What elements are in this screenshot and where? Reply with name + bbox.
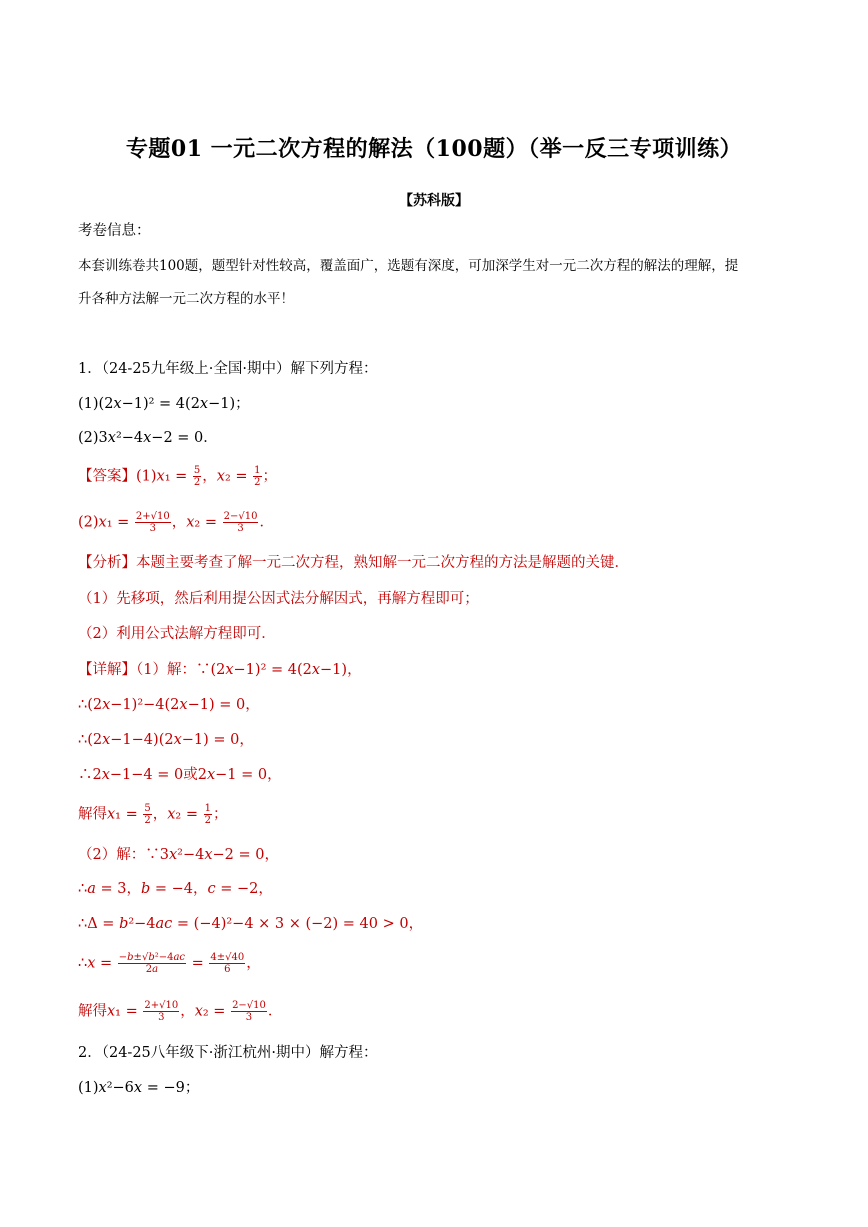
fraction-denominator: 2 [204,815,211,826]
fraction [209,952,245,975]
detail-line-2: ∴(2𝑥−1)²−4(2𝑥−1) = 0， [78,697,260,713]
fraction-denominator: 6 [224,964,231,975]
detail-9-end: ， [246,955,261,972]
fraction-denominator: 3 [245,1012,253,1023]
fraction-numerator: 4±√40 [210,952,245,963]
fraction-numerator: 2+√10 [144,1000,179,1011]
question-1-answer [78,465,798,488]
fraction [135,511,171,534]
answer-1-end: ； [262,468,278,485]
fraction [231,1000,267,1023]
detail-10-prefix: 解得𝑥₁ = [78,1003,143,1020]
fraction-numerator: 1 [204,803,211,814]
answer-1-mid: ，𝑥₂ = [202,468,253,485]
intro-text-2: 升各种方法解一元二次方程的水平！ [78,291,294,307]
fraction-denominator: 3 [237,523,244,534]
answer-1-prefix: (1)𝑥₁ = [136,468,192,485]
detail-9-mid: = [187,955,209,972]
detail-line-9 [78,952,798,975]
detail-line-3: ∴(2𝑥−1−4)(2𝑥−1) = 0， [78,732,254,748]
question-2-part-1: (1)𝑥²−6𝑥 = −9； [78,1080,200,1096]
detail-9-prefix: ∴𝑥 = [78,955,117,972]
detail-line-4: ∴2𝑥−1−4 = 0或2𝑥−1 = 0， [78,767,282,783]
detail-5-mid: ，𝑥₂ = [152,806,203,823]
edition-label: 【苏科版】 [399,193,469,209]
analysis-text: 本题主要考查了解一元二次方程，熟知解一元二次方程的方法是解题的关键． [136,555,629,571]
fraction [204,803,212,826]
intro-text-1: 本套训练卷共100题，题型针对性较高，覆盖面广，选题有深度，可加深学生对一元二次方程的解法的理解，提 [78,258,739,274]
fraction-denominator: 2 [193,477,201,488]
fraction-denominator: 2 [254,477,261,488]
detail-10-mid: ，𝑥₂ = [180,1003,231,1020]
answer-tag: 【答案】 [78,468,136,485]
question-1-part-1: (1)(2𝑥−1)² = 4(2𝑥−1)； [78,396,250,412]
fraction-denominator: 3 [158,1012,165,1023]
question-1-detail [78,660,798,680]
page-title: 专题01 一元二次方程的解法（100题）（举一反三专项训练） [125,136,743,162]
question-1-part-2: (2)3𝑥²−4𝑥−2 = 0． [78,430,218,446]
question-2-stem: 2．（24-25八年级下·浙江杭州·期中）解方程： [78,1045,378,1061]
detail-5-prefix: 解得𝑥₁ = [78,806,143,823]
question-1-stem: 1．（24-25九年级上·全国·期中）解下列方程： [78,361,378,377]
fraction [193,465,201,488]
fraction-numerator: 5 [193,465,201,476]
fraction [118,952,186,975]
answer-2-mid: ，𝑥₂ = [171,514,222,531]
fraction-numerator: 5 [144,803,151,814]
fraction-numerator: 2−√10 [223,511,258,522]
answer-2-prefix: (2)𝑥₁ = [78,514,134,531]
intro-label: 考卷信息： [78,223,151,239]
detail-line-5 [78,803,798,826]
question-1-analysis [78,553,798,573]
detail-line-6: （2）解：∵3𝑥²−4𝑥−2 = 0， [78,847,279,863]
answer-2-end: ． [259,514,274,531]
detail-line-1: （1）解：∵(2𝑥−1)² = 4(2𝑥−1)， [136,662,362,678]
detail-10-end: ． [267,1003,283,1020]
fraction-denominator: 3 [149,523,157,534]
fraction [253,465,261,488]
fraction-numerator: 2−√10 [232,1000,266,1011]
analysis-tag: 【分析】 [78,555,136,571]
fraction-denominator: 2 [144,815,151,826]
analysis-step-1: （1）先移项，然后利用提公因式法分解因式，再解方程即可； [78,591,479,607]
detail-line-8: ∴Δ = 𝑏²−4𝑎𝑐 = (−4)²−4 × 3 × (−2) = 40 > 0， [78,916,424,932]
detail-line-7: ∴𝑎 = 3，𝑏 = −4，𝑐 = −2， [78,881,273,897]
detail-line-10 [78,1000,798,1023]
analysis-step-2: （2）利用公式法解方程即可． [78,626,276,642]
fraction-numerator: 2+√10 [135,511,170,522]
fraction [223,511,259,534]
fraction [143,803,151,826]
fraction [143,1000,179,1023]
detail-tag: 【详解】 [78,662,136,678]
question-1-answer-2 [78,511,798,534]
fraction-numerator: 1 [254,465,261,476]
detail-5-end: ； [212,806,228,823]
fraction-numerator: −𝑏±√𝑏²−4𝑎𝑐 [118,952,186,963]
fraction-denominator: 2𝑎 [145,964,159,975]
